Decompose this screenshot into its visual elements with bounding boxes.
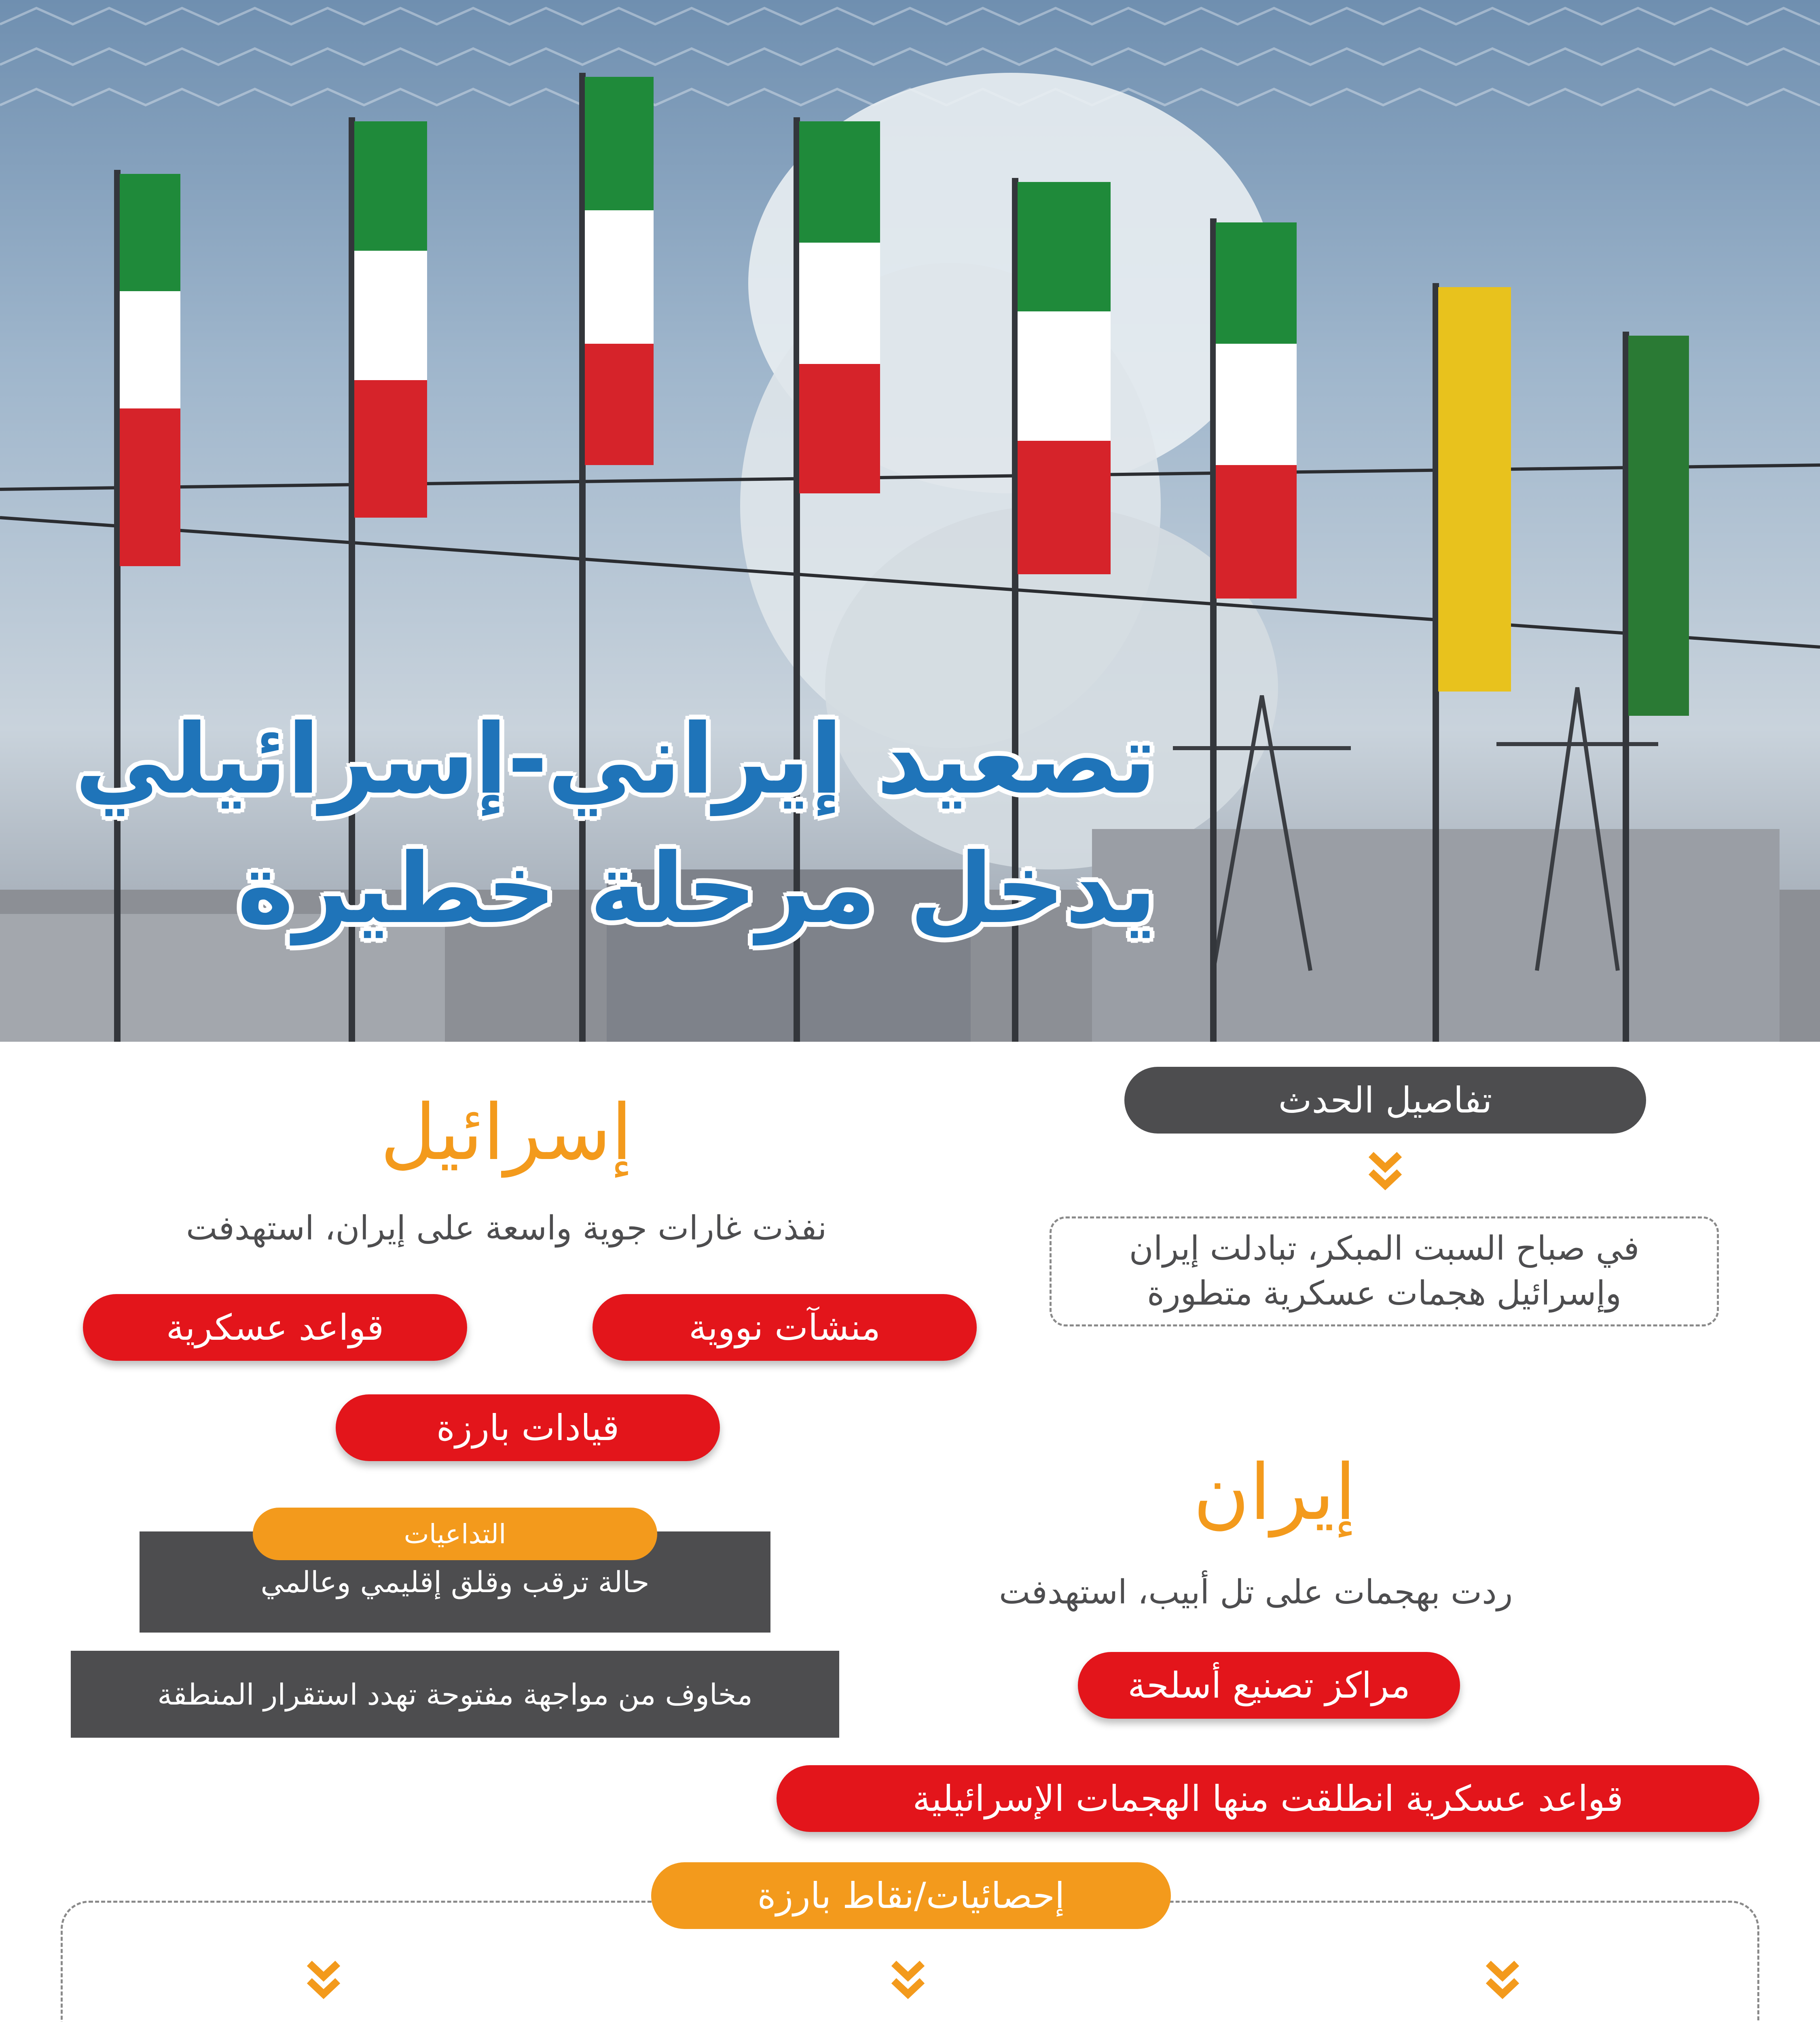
chevron-down-icon	[305, 1957, 342, 2002]
israel-target-leaders: قيادات بارزة	[336, 1394, 720, 1461]
iran-target-bases: قواعد عسكرية انطلقت منها الهجمات الإسرائيلية	[777, 1765, 1759, 1832]
israel-target-nuclear: منشآت نووية	[593, 1294, 977, 1361]
details-text-line2: وإسرائيل هجمات عسكرية متطورة	[1147, 1274, 1621, 1313]
details-text-box	[1050, 1216, 1719, 1326]
consequence-item-2: مخاوف من مواجهة مفتوحة تهدد استقرار المنطقة	[71, 1651, 839, 1738]
israel-target-military-bases: قواعد عسكرية	[83, 1294, 467, 1361]
israel-heading: إسرائيل	[380, 1088, 633, 1177]
stats-label: إحصائيات/نقاط بارزة	[651, 1862, 1171, 1929]
main-title-line2: يدخل مرحلة خطيرة	[237, 833, 1157, 945]
chevron-down-icon	[1367, 1148, 1403, 1193]
iran-target-weapons: مراكز تصنيع أسلحة	[1078, 1652, 1460, 1719]
iran-heading: إيران	[1193, 1448, 1356, 1537]
consequences-label: التداعيات	[253, 1508, 657, 1560]
details-label: تفاصيل الحدث	[1124, 1067, 1646, 1134]
iran-subtext: ردت بهجمات على تل أبيب، استهدفت	[999, 1573, 1513, 1612]
chevron-down-icon	[1484, 1957, 1521, 2002]
consequence-item-1: حالة ترقب وقلق إقليمي وعالمي	[140, 1531, 770, 1633]
details-text-line1: في صباح السبت المبكر، تبادلت إيران	[1129, 1229, 1640, 1268]
israel-subtext: نفذت غارات جوية واسعة على إيران، استهدفت	[186, 1209, 827, 1248]
chevron-down-icon	[890, 1957, 926, 2002]
main-title-line1: تصعيد إيراني-إسرائيلي	[75, 704, 1157, 816]
